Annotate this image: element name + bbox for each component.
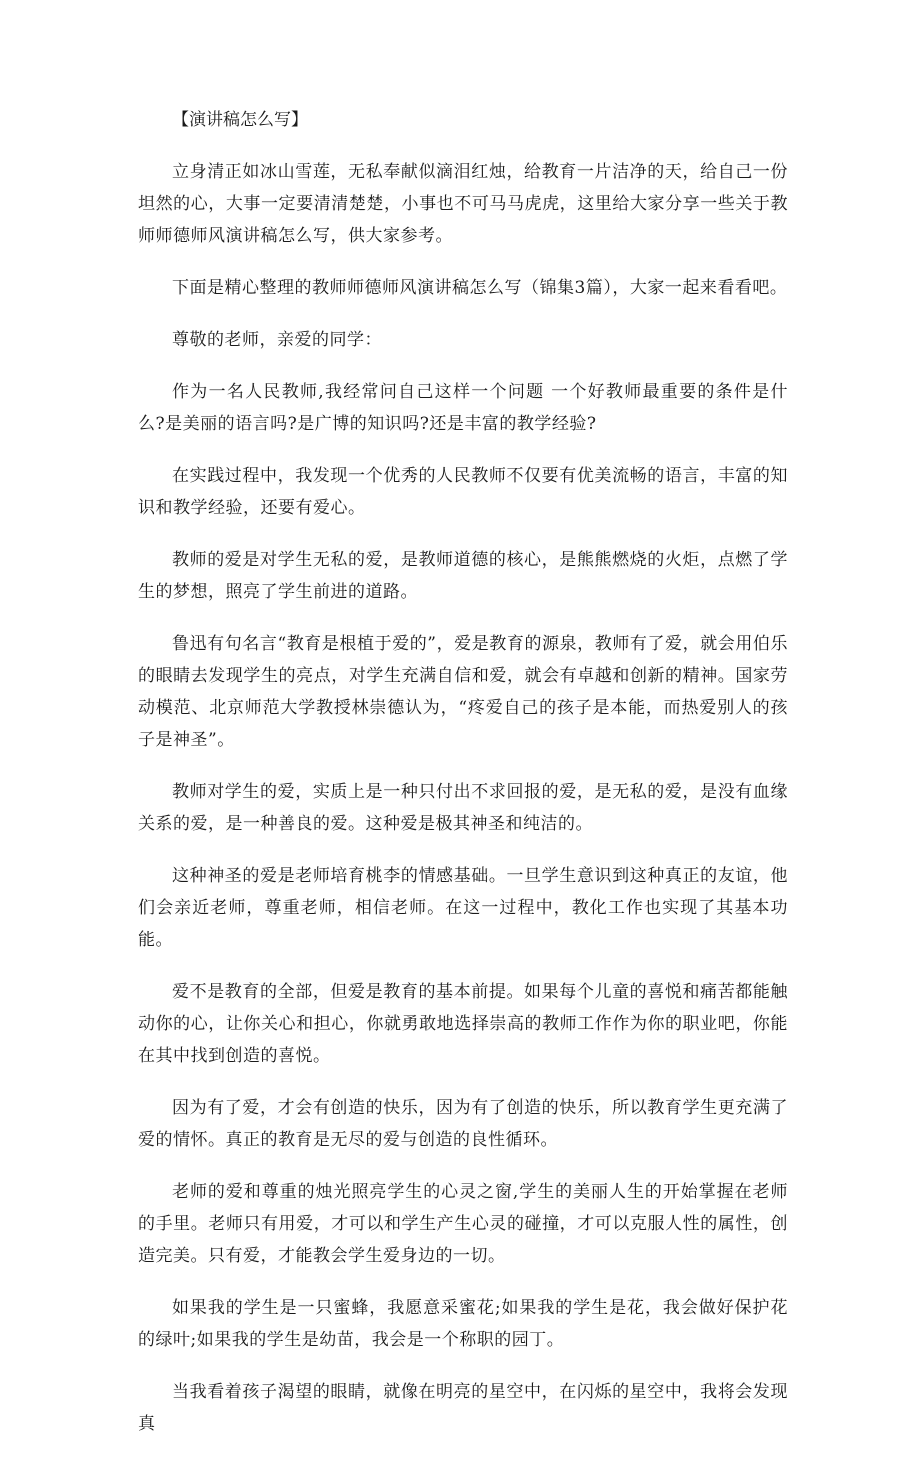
paragraph: 在实践过程中，我发现一个优秀的人民教师不仅要有优美流畅的语言，丰富的知识和教学经验，还要有爱心。: [138, 466, 788, 518]
document-page: [138, 104, 788, 1460]
paragraph: 因为有了爱，才会有创造的快乐，因为有了创造的快乐，所以教育学生更充满了爱的情怀。真正的教育是无尽的爱与创造的良性循环。: [138, 1098, 788, 1150]
paragraph-truncated: 当我看着孩子渴望的眼睛，就像在明亮的星空中，在闪烁的星空中，我将会发现真: [138, 1382, 788, 1434]
paragraph: 爱不是教育的全部，但爱是教育的基本前提。如果每个儿童的喜悦和痛苦都能触动你的心，让你关心和担心，你就勇敢地选择崇高的教师工作作为你的职业吧，你能在其中找到创造的喜悦。: [138, 982, 788, 1066]
document-title: 【演讲稿怎么写】: [172, 110, 308, 130]
paragraph: 作为一名人民教师,我经常问自己这样一个问题 一个好教师最重要的条件是什么?是美丽的语言吗?是广博的知识吗?还是丰富的教学经验?: [138, 382, 788, 434]
paragraph-intro: 立身清正如冰山雪莲，无私奉献似滴泪红烛，给教育一片洁净的天，给自己一份坦然的心，大事一定要清清楚楚，小事也不可马马虎虎，这里给大家分享一些关于教师师德师风演讲稿怎么写，供大家参考。: [138, 162, 788, 246]
paragraph: 老师的爱和尊重的烛光照亮学生的心灵之窗,学生的美丽人生的开始掌握在老师的手里。老师只有用爱，才可以和学生产生心灵的碰撞，才可以克服人性的属性，创造完美。只有爱，才能教会学生爱身边的一切。: [138, 1182, 788, 1266]
paragraph: 如果我的学生是一只蜜蜂，我愿意采蜜花;如果我的学生是花，我会做好保护花的绿叶;如果我的学生是幼苗，我会是一个称职的园丁。: [138, 1298, 788, 1350]
paragraph: 这种神圣的爱是老师培育桃李的情感基础。一旦学生意识到这种真正的友谊，他们会亲近老师，尊重老师，相信老师。在这一过程中，教化工作也实现了其基本功能。: [138, 866, 788, 950]
paragraph-collection-note: 下面是精心整理的教师师德师风演讲稿怎么写（锦集3篇），大家一起来看看吧。: [172, 278, 788, 298]
paragraph: 教师对学生的爱，实质上是一种只付出不求回报的爱，是无私的爱，是没有血缘关系的爱，是一种善良的爱。这种爱是极其神圣和纯洁的。: [138, 782, 788, 834]
paragraph-greeting: 尊敬的老师，亲爱的同学：: [172, 330, 382, 350]
paragraph: 鲁迅有句名言“教育是根植于爱的”，爱是教育的源泉，教师有了爱，就会用伯乐的眼睛去发现学生的亮点，对学生充满自信和爱，就会有卓越和创新的精神。国家劳动模范、北京师范大学教授林崇德认为，“疼爱自己的孩子是本能，而热爱别人的孩子是神圣”。: [138, 634, 788, 750]
paragraph: 教师的爱是对学生无私的爱，是教师道德的核心，是熊熊燃烧的火炬，点燃了学生的梦想，照亮了学生前进的道路。: [138, 550, 788, 602]
